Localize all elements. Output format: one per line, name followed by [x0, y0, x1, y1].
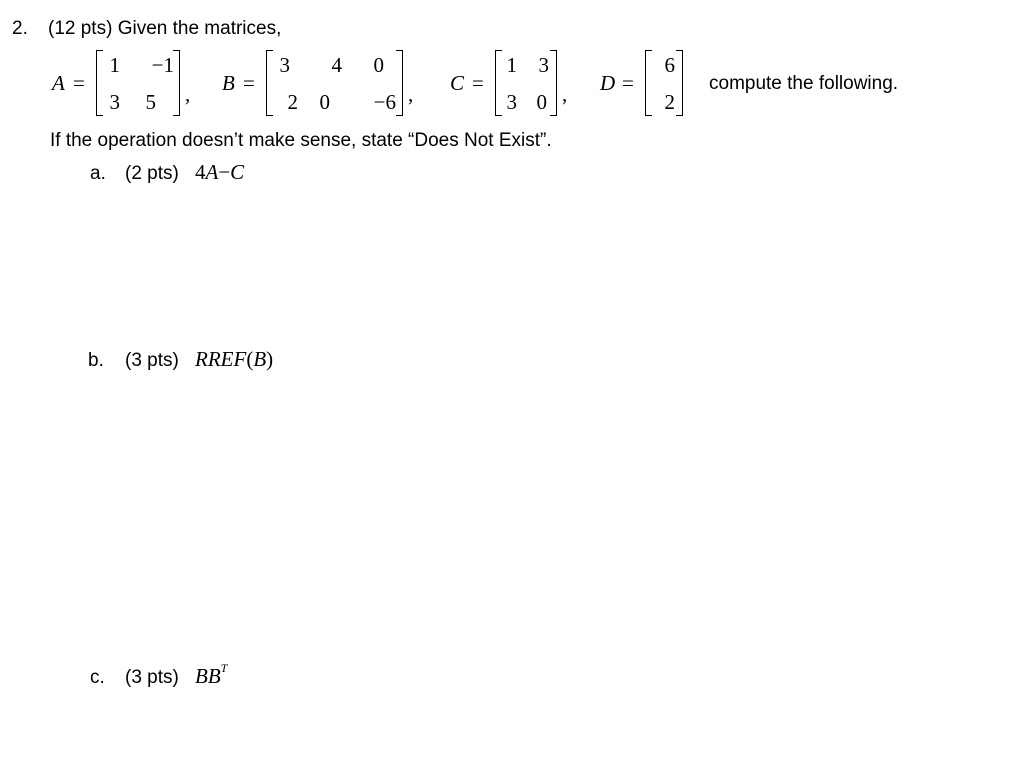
right-bracket	[676, 50, 683, 116]
matrix-d-equals: =	[622, 71, 634, 95]
matrix-d-cell-2: 2	[664, 90, 675, 114]
matrix-a-cell-1-1: 1	[109, 53, 120, 77]
matrix-d-label: D	[600, 71, 616, 95]
problem-number: 2.	[12, 18, 28, 39]
matrix-b-cell-1-3: 0	[373, 53, 384, 77]
instruction-text: If the operation doesn’t make sense, state “Does Not Exist”.	[50, 130, 552, 151]
part-a-points: (2 pts)	[125, 163, 179, 184]
matrix-c-cell-1-2: 3	[538, 53, 549, 77]
matrix-d	[645, 50, 683, 116]
matrix-c-cell-2-1: 3	[506, 90, 517, 114]
matrix-c-comma: ,	[562, 82, 568, 106]
part-b-letter: b.	[88, 350, 104, 371]
matrix-a-cell-2-1: 3	[109, 90, 120, 114]
part-c-points: (3 pts)	[125, 667, 179, 688]
part-a-letter: a.	[90, 163, 106, 184]
matrix-d-cell-1: 6	[664, 53, 675, 77]
part-a-expression: 4A−C	[195, 160, 245, 184]
problem-header: (12 pts) Given the matrices,	[48, 18, 282, 39]
part-c-letter: c.	[90, 667, 105, 688]
right-bracket	[550, 50, 557, 116]
right-bracket	[396, 50, 403, 116]
matrix-a-comma: ,	[185, 82, 191, 106]
part-b-points: (3 pts)	[125, 350, 179, 371]
matrix-b-cell-2-3: −6	[373, 90, 396, 114]
compute-text: compute the following.	[709, 73, 899, 94]
matrix-a-cell-1-2: −1	[151, 53, 174, 77]
matrix-a-label: A	[52, 71, 65, 95]
matrix-b-equals: =	[243, 71, 255, 95]
matrix-b-cell-2-1: 2	[287, 90, 298, 114]
matrix-c-cell-1-1: 1	[506, 53, 517, 77]
part-b-expression: RREF(B)	[195, 347, 274, 371]
matrix-c	[495, 50, 557, 116]
matrix-a-cell-2-2: 5	[145, 90, 156, 114]
matrix-b-cell-1-2: 4	[331, 53, 342, 77]
matrix-b-cell-1-1: 3	[279, 53, 290, 77]
matrix-b-comma: ,	[408, 82, 414, 106]
part-c-expression: $BB^T$	[195, 661, 228, 688]
right-bracket	[173, 50, 180, 116]
matrix-a	[96, 50, 180, 116]
matrix-b	[266, 50, 403, 116]
matrix-c-equals: =	[472, 71, 484, 95]
matrix-b-cell-2-2: 0	[319, 90, 330, 114]
left-bracket	[96, 50, 103, 116]
matrix-b-label: B	[222, 71, 235, 95]
matrix-a-equals: =	[73, 71, 85, 95]
matrix-c-label: C	[450, 71, 465, 95]
matrix-c-cell-2-2: 0	[536, 90, 547, 114]
left-bracket	[266, 50, 273, 116]
